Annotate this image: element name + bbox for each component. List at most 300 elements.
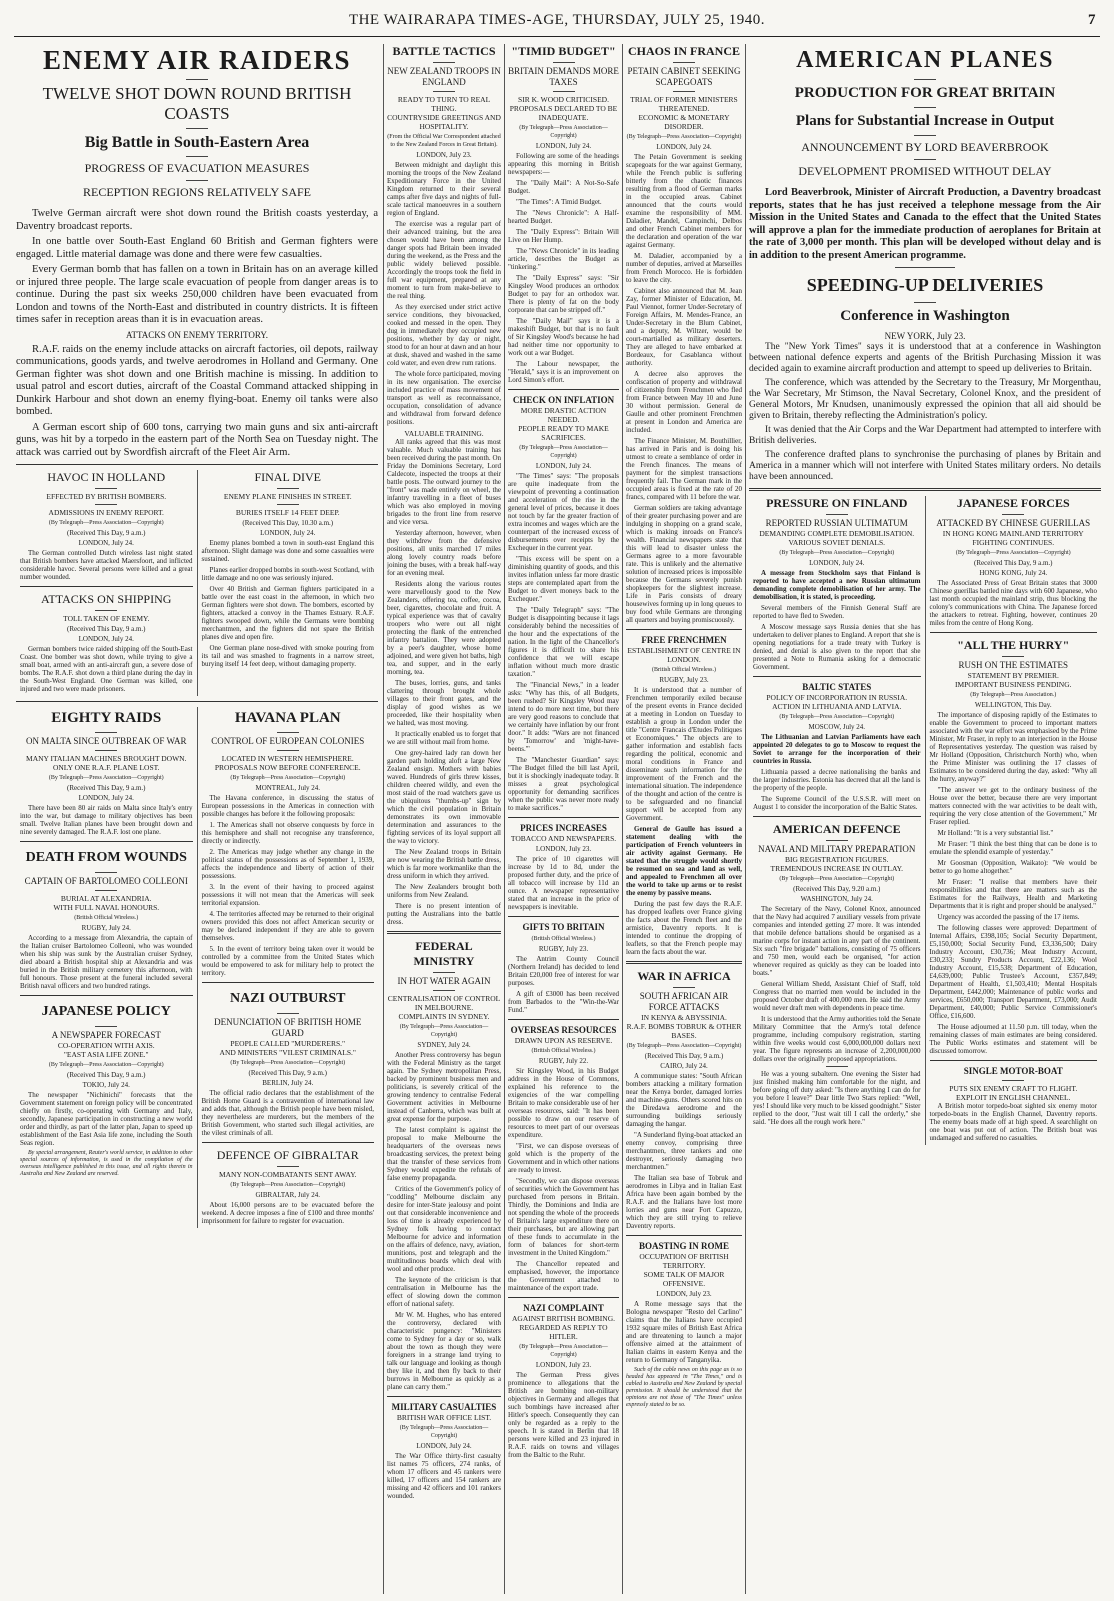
paragraph: The Italian sea base of Tobruk and aerodromes in Libya and in Italian East Africa have been again bombed by the R.A.F. and the Italians have lost more lorries and guns near Fort Capuzzo, which they are still trying to relieve Daventry reports. (626, 1174, 742, 1230)
subheading: WITH FULL NAVAL HONOURS. (53, 903, 160, 912)
paragraph: The price of 10 cigarettes will increase by 1d to 8d, under the proposed further duty, and the price of all tobacco will increase by 11d an ounce. A newspaper representative stated that an increase in the price of newspapers is inevitable. (508, 855, 619, 911)
paragraph: The latest complaint is against the proposal to make Melbourne the headquarters of the overseas news broadcasting services, the pretext being that the transfer of these services from Sydney would expedite the refutals of false enemy propaganda. (387, 1126, 501, 1182)
dateline: LONDON, July 24. (656, 143, 712, 151)
credit-line: (By Telegraph—Press Association—Copyright) (779, 876, 895, 882)
column-rule (745, 44, 746, 1594)
column-left (16, 707, 197, 1228)
headline-boasting-rome: BOASTING IN ROME (638, 1241, 729, 1251)
paragraph: During the past few days the R.A.F. has dropped leaflets over France giving the facts about the French fleet and the armistice, Daventry reports. It is intended to continue the dropping of leaflets, so that the French people may learn the facts about the war. (626, 900, 742, 956)
dateline: (Received This Day, 9 a.m.) (66, 529, 146, 537)
subheading: ON MALTA SINCE OUTBREAK OF WAR (25, 736, 187, 746)
subheading: READY TO TURN TO REAL THING. (397, 95, 491, 113)
paragraph: The conference, which was attended by the Secretary to the Treasury, Mr Morgenthau, the War Secretary, Mr Stimson, the Naval Secretary, Colonel Knox, and the president of General Motors, Mr Knudsen, unanimously expressed the opinion that all aid should be given to Britain, thereby reflecting the Administration's policy. (749, 378, 1101, 421)
subheading: EXPLOIT IN ENGLISH CHANNEL. (956, 1093, 1071, 1102)
paragraph: The Chancellor repeated and emphasised, however, the importance the Government attached to maintenance of the export trade. (508, 1260, 619, 1292)
divider (914, 135, 936, 136)
subheading: VARIOUS SOVIET DENIALS. (788, 538, 886, 547)
paragraph: Planes earlier dropped bombs in south-west Scotland, with little damage and no one was seriously injured. (201, 566, 374, 582)
divider (553, 91, 575, 92)
paragraph: "A Sunderland flying-boat attacked an enemy convoy, comprising three merchantmen, three tankers and one destroyer, seriously damaging two merchantmen." (626, 1131, 742, 1171)
subheading: COMPLAINTS IN SYDNEY. (398, 1012, 490, 1021)
divider (16, 464, 378, 465)
headline-american-defence: AMERICAN DEFENCE (772, 822, 901, 836)
headline-havana-plan: HAVANA PLAN (234, 710, 341, 726)
subheading: TRIAL OF FORMER MINISTERS THREATENED. (630, 95, 738, 113)
divider (626, 1235, 742, 1236)
subheading: TOLL TAKEN OF ENEMY. (63, 614, 150, 623)
divider (277, 1013, 299, 1014)
two-column-section (749, 496, 1101, 1145)
reuter-note: By special arrangement, Reuter's world service, in addition to other special sources of information, is used in the compilation of the overseas intelligence published in this issue, and all rights therein in Australia and New Zealand are reserved. (20, 1150, 193, 1177)
paragraph: The Havana conference, in discussing the status of European possessions in the Americas in connection with possible changes has before it the following proposals: (201, 794, 374, 818)
dateline: LONDON, July 24. (78, 635, 134, 643)
divider (186, 128, 208, 129)
divider (277, 1166, 299, 1167)
paragraph: It was denied that the Air Corps and the War Department had attempted to interfere with British deliveries. (749, 425, 1101, 446)
divider (753, 676, 921, 677)
paragraph: A Rome message says that the Bologna newspaper "Resto del Carlino" claims that the Italians have occupied 1932 square miles of British East Africa and are threatening to launch a major offensive aimed at the attainment of Italian claims in eastern Kenya and the return to Germany of Tanganyika. (626, 1300, 742, 1364)
subheading: SIR K. WOOD CRITICISED. (518, 95, 609, 104)
divider (914, 159, 936, 160)
two-column-section (16, 707, 378, 1228)
column-5 (626, 44, 742, 1592)
dateline: (Received This Day, 9 a.m.) (66, 625, 146, 633)
paragraph: All ranks agreed that this was most valuable. Much valuable training has been received during the past month. On Friday the Dominions Secretary, Lord Caldecote, inspected the troops at their battle posts. The outward journey to the "front" was made entirely on wheel, the infantry travelling in a fleet of buses which was also employed in moving brigades to the front line from reserve and vice versa. (387, 438, 501, 526)
credit-line: (By Telegraph—Press Association—Copyright) (48, 775, 164, 781)
column-rule (383, 44, 384, 1594)
divider (202, 982, 375, 983)
paragraph: 3. In the event of their having to proceed against possessions it will not mean that the Americas will seek territorial expansion. (201, 883, 374, 907)
subheading: ENEMY PLANE FINISHES IN STREET. (223, 492, 352, 501)
subheading: STATEMENT BY PREMIER. (967, 671, 1059, 680)
headline-eighty-raids: EIGHTY RAIDS (51, 710, 162, 726)
paragraph: In one battle over South-East England 60 British and German fighters were engaged. Little material damage was done and there were few casualties. (16, 236, 378, 260)
credit-line: (By Telegraph—Press Association—Copyright) (230, 1182, 346, 1188)
column-rule (622, 44, 623, 1594)
paragraph: The "News Chronicle": A Half-hearted Budget. (508, 209, 619, 225)
paragraph: The official radio declares that the establishment of the British Home Guard is a contravention of international law and adds that, although the British people have been misled, they nevertheless are murderers, but the members of the British Government, who started such illegal activities, are the vilest criminals of all. (201, 1089, 374, 1137)
divider (20, 586, 193, 587)
divider (277, 504, 299, 505)
headline-pressure-finland: PRESSURE ON FINLAND (766, 496, 908, 510)
subheading: REPORTED RUSSIAN ULTIMATUM (765, 518, 908, 528)
paragraph: The "Financial News," in a leader asks: "Why has this, of all Budgets, been rushed? Sir Kingsley Wood may intend to do more next time, but there are very good reasons to conclude that we certainly have inflation by our front door." It adds: "Wars are not financed by 'Tomorrow' and 'might-have-beens.'" (508, 681, 619, 753)
credit-line: (By Telegraph—Press Association—Copyright) (626, 134, 742, 140)
subheading: PEOPLE READY TO MAKE SACRIFICES. (518, 424, 609, 442)
subheading: BURIES ITSELF 14 FEET DEEP. (235, 508, 340, 517)
paragraph: The "Daily Mail": A Not-So-Safe Budget. (508, 179, 619, 195)
subheading: RUSH ON THE ESTIMATES (958, 660, 1069, 670)
enemy-air-raiders-article (16, 44, 378, 459)
subheading: PEOPLE CALLED "MURDERERS." (230, 1039, 346, 1048)
paragraph: Lord Beaverbrook, Minister of Aircraft Production, a Daventry broadcast reports, states that he has just received a telephone message from the Air Mission in the United States and Canada to the effect that the United States will approve a plan for the immediate production of aeroplanes for Britain at the rate of 3,000 per month. This plan will be developed without delay and is in addition to the present American programme. (749, 187, 1101, 261)
divider (749, 488, 1101, 491)
divider (95, 504, 117, 505)
divider (186, 79, 208, 80)
paragraph: It is understood that the Army authorities told the Senate Military Committee that the Army's total defence programme, including compulsory registration, starting within five weeks would cost 6,000,000,000 dollars next year. The figure represents an increase of 2,200,000,000 dollars over the originally proposed appropriations. (753, 1015, 921, 1063)
divider (914, 302, 936, 303)
paragraph: There is no present intention of putting the Australians into the battle dress. (387, 902, 501, 926)
paragraph: The German controlled Dutch wireless last night stated that British bombers have attacked Maersfoort, and inflicted considerable havoc. Several persons were killed and a great number wounded. (20, 549, 193, 581)
paragraph: Residents along the various routes were marvellously good to the New Zealanders, offering tea, coffee, cocoa, beer, cigarettes, chocolate and fruit. A typical experience was that of cavalry troopers who were out all night protecting the flank of the entrenched infantry battalion. They were adopted by a peer's daughter, whose home adjoined, and were given hot baths, high tea, and supper, and in the early morning, tea. (387, 580, 501, 676)
paragraph: The importance of disposing rapidly of the Estimates to enable the Government to proceed to important matters associated with the war effort was emphasised by the Prime Minister, Mr Fraser, in reply to an interjection in the House of Representatives yesterday. The question was raised by Mr Holland (Opposition, Christchurch North) who, when the Prime Minister was outlining the 17 classes of Estimates to be considered during the day, asked: "Why all the hurry, anyway?" (929, 711, 1097, 783)
paragraph: The Labour newspaper, the "Herald," says it is an improvement on Lord Simon's effort. (508, 360, 619, 384)
dateline: LONDON, July 24. (78, 794, 134, 802)
subheading: AND MINISTERS "VILEST CRIMINALS." (219, 1048, 356, 1057)
paragraph: Following are some of the headings appearing this morning in British newspapers:— (508, 152, 619, 176)
dateline: HONG KONG, July 24. (979, 569, 1048, 577)
divider (433, 62, 455, 63)
credit-line: (By Telegraph—Press Association—Copyright) (519, 125, 608, 139)
credit-line: (British Official Wireless.) (651, 667, 717, 673)
paragraph: Sir Kingsley Wood, in his Budget address in the House of Commons, explained his reference to the exigencies of the war compelling Britain to make considerable use of her overseas resources, said: "It has been possible to draw on our reserve of resources to meet part of our overseas expenditure. (508, 1067, 619, 1139)
paragraph: Yesterday afternoon, however, when they withdrew from the defensive positions, all units marched 17 miles along lovely country roads before joining the buses, with a break half-way for an evening meal. (387, 529, 501, 577)
paragraph: The German Press gives prominence to allegations that the British are bombing non-military objectives in Germany and alleges that such bombings have increased after Hitler's speech. Consequently they can only be regarded as a reply to the speech. It is stated in Berlin that 18 persons were killed and 23 injured in R.A.F. raids on towns and villages from the Baltic to the Ruhr. (508, 1371, 619, 1459)
paragraph: The Petain Government is seeking scapegoats for the war against Germany, while the French public is suffering bitterly from the chaotic finances resulting from a flood of German marks in the occupied areas. Cabinet announced that the courts would examine the responsibility of MM. Daladier, Mandel, Campinchi, Delbos and other French Cabinet members for the declaration and operation of the war against Germany. (626, 153, 742, 249)
divider (1002, 514, 1024, 515)
divider (826, 840, 848, 841)
subheading: IN KENYA & ABYSSINIA. (641, 1013, 727, 1022)
column-right (197, 707, 379, 1228)
divider (930, 1060, 1098, 1061)
paragraph: A decree also approves the confiscation of property and withdrawal of citizenship from Frenchmen who fled from France between May 10 and June 30 without permission. General de Gaulle and other prominent Frenchmen at present in London and America are included. (626, 370, 742, 434)
dateline: LONDON, July 23. (535, 1361, 592, 1369)
headline-final-dive: FINAL DIVE (254, 470, 322, 484)
divider (95, 488, 117, 489)
dateline: LONDON, July 24. (260, 529, 316, 537)
dateline: NEW YORK, July 23. (884, 331, 966, 341)
subheading: ONLY ONE R.A.F. PLANE LOST. (52, 763, 160, 772)
dateline: LONDON, July 24. (809, 559, 865, 567)
subheading: MANY NON-COMBATANTS SENT AWAY. (218, 1170, 357, 1179)
divider (930, 632, 1098, 633)
subheading: IN HONG KONG MAINLAND TERRITORY (942, 529, 1084, 538)
headline-gifts-britain: GIFTS TO BRITAIN (522, 922, 605, 932)
subheading: ECONOMIC & MONETARY DISORDER. (638, 113, 730, 131)
dateline: WELLINGTON, This Day. (974, 701, 1052, 709)
divider (16, 701, 378, 702)
paragraph: German bombers twice raided shipping off the South-East Coast. One bomber was shot down, while trying to give a small boat, armed with an anti-aircraft gun, a severe dose of bombs. The R.A.F. shot down a third plane during the day in the South-West England. One German was killed, one injured and two were made prisoners. (20, 645, 193, 693)
dateline: RUGBY, July 23. (538, 945, 589, 953)
divider (387, 931, 501, 934)
headline-production-britain: PRODUCTION FOR GREAT BRITAIN (794, 85, 1056, 101)
credit-line: (By Telegraph—Press Association—Copyright) (779, 714, 895, 720)
dateline: RUGBY, July 23. (659, 676, 709, 684)
headline-havoc-holland: HAVOC IN HOLLAND (47, 470, 166, 484)
paragraph: Mr Fraser: "I realise that members have their responsibilities and that there are matters such as the Estimates for the Railways, Health and Marketing Departments that it is right and proper should be analysed." (929, 878, 1097, 910)
headline-all-the-hurry: "ALL THE HURRY" (957, 638, 1070, 652)
divider (508, 1019, 619, 1020)
paragraph: Every German bomb that has fallen on a town in Britain has on an average killed or injured three people. The large scale evacuation of people from danger areas is to continue. During the past six weeks 250,000 children have been evacuated from London and towns of the North-East and distributed in country districts. It is fifteen times safer in reception areas than it is in evacuation areas. (16, 264, 378, 325)
subheading: AGAINST BRITISH BOMBING. (512, 1314, 615, 1323)
divider (895, 267, 955, 268)
subheading: EFFECTED BY BRITISH BOMBERS. (46, 492, 167, 501)
headline-single-motor-boat: SINGLE MOTOR-BOAT (963, 1066, 1063, 1076)
credit-line: (British Official Wireless.) (531, 1048, 596, 1054)
divider (20, 841, 193, 842)
paragraph: The War Office thirty-first casualty list names 75 officers, 274 ranks, of whom 17 officers and 45 rankers were killed, 17 officers and 154 rankers are missing and 42 officers and 101 rankers wounded. (387, 1452, 501, 1500)
paragraph: The following classes were approved: Department of Internal Affairs, £398,105; Social Security Department, £5,150,000; Social Security Fund, £3,336,500; Dairy Industry Account, £30,736; Meat Industry Account, £30,233; Sundry Products Account, £22,136; Wool Industry Account, £15,538; Department of Education, £4,639,000; Public Trustee's Account, £357,849; Department of Health, £1,503,410; Mental Hospitals Department, £442,000; Maintenance of public works and services, £650,000; Transport Department, £73,000; Audit Department, £40,000; Public Service Commissioner's Office, £16,600. (929, 924, 1097, 1020)
paragraph: It is understood that a number of Frenchmen temporarily exiled because of the present events in France decided at a meeting in London on Tuesday to establish a group in London under the title "Centre Francais d'Etudes Politiques et Economiques." The objects are to gather information and establish facts regarding the political, economic and moral conditions in France and disseminate such information for the improvement of the French and the international situation. The independence of the thought and action of the centre is to be safeguarded and no financial support will be accepted from any Government. (626, 686, 742, 822)
paragraph: The "Daily Mail" says it is a makeshift Budget, but that is no fault of Sir Kingsley Wood's because he had had neither time nor opportunity to work out a war Budget. (508, 317, 619, 357)
subheading: "EAST ASIA LIFE ZONE." (63, 1050, 149, 1059)
paragraph: The Finance Minister, M. Bouthillier, has arrived in Paris and is doing his utmost to create a semblance of order in the French finances. The means of payment for the simplest transactions frequently fail. The German mark in the occupied areas is fixed at the rate of 20 francs, compared with 11 before the war. (626, 437, 742, 501)
subheading: SOUTH AFRICAN AIR FORCE ATTACKS (639, 991, 729, 1012)
paragraph: A communique states: "South African bombers attacking a military formation near the Kenya border, damaged lorries and machine-guns. Others scored hits on the Diredawa aerodrome and the surrounding buildings seriously damaging the hangar. (626, 1072, 742, 1128)
dateline: (Received This Day, 9 a.m.) (248, 1069, 328, 1077)
subheading: CONTROL OF EUROPEAN COLONIES (211, 736, 365, 746)
headline-evacuation: PROGRESS OF EVACUATION MEASURES (84, 161, 310, 175)
subheading: POLICY OF INCORPORATION IN RUSSIA. (766, 693, 908, 702)
subheading: TREMENDOUS INCREASE IN OUTLAY. (770, 864, 903, 873)
divider (186, 156, 208, 157)
paragraph: Mr W. M. Hughes, who has entered the controversy, declared with characteristic pungency: "Ministers come to Sydney for a day or so, walk about the town as though they were foreigners in a strange land trying to talk our language and looking as though they like it, and then fly back to their burrows in Melbourne as quickly as a plane can carry them." (387, 1311, 501, 1391)
divider (508, 916, 619, 917)
paragraph: It practically enabled us to forget that we are still without mail from home. (387, 730, 501, 746)
paragraph: "Secondly, we can dispose overseas of securities which the Government has purchased from persons in Britain. Thirdly, the Dominions and India are not spending the whole of the proceeds of Britain's large expenditure there on their purchases, but are allowing part of these funds to accumulate in the form of balances for short-term investment in the United Kingdom." (508, 1177, 619, 1257)
paragraph: The exercise was a regular part of their advanced training, but the area chosen would have been among the danger spots had Britain been invaded during the weekend, as the Press and the public widely believed possible. Accordingly the troops took the field in full war equipment, prepared at any moment to turn from make-believe to the real thing. (387, 220, 501, 300)
divider (508, 817, 619, 818)
divider (433, 990, 455, 991)
subheading: MORE DRASTIC ACTION NEEDED. (520, 406, 607, 424)
headline-japanese-forces: JAPANESE FORCES (956, 496, 1070, 510)
divider (553, 62, 575, 63)
paragraph: Urgency was accorded the passing of the 17 items. (937, 913, 1080, 921)
divider (626, 629, 742, 630)
two-column-section (16, 470, 378, 696)
headline-development-promised: DEVELOPMENT PROMISED WITHOUT DELAY (798, 164, 1052, 178)
paragraph: According to a message from Alexandria, the captain of the Italian cruiser Bartolomeo Colleoni, who was wounded when his ship was sunk by the Australian cruiser Sydney, died aboard a British hospital ship at Alexandria and was buried in the British military cemetery this afternoon, with full honours. Those present at the funeral included several British naval officers and two hundred ratings. (20, 934, 193, 990)
divider (914, 79, 936, 80)
paragraph: Lithuania passed a decree nationalising the banks and the larger industries. Estonia has decreed that all the land is the property of the people. (753, 768, 921, 792)
headline-battle-tactics: BATTLE TACTICS (392, 44, 496, 58)
paragraph: A Moscow message says Russia denies that she has undertaken to deliver planes to England. A report that she is opening negotiations for a trade treaty with Turkey is denied, and denial is also given to the report that she presented a Note to Rumania asking for a democratic Government. (753, 623, 921, 671)
masthead-title: THE WAIRARAPA TIMES-AGE, THURSDAY, JULY 25, 1940. (348, 12, 766, 28)
subheading: COUNTRYSIDE GREETINGS AND HOSPITALITY. (387, 113, 501, 131)
dateline: RUGBY, July 24. (81, 924, 131, 932)
paragraph: The Antrim County Council (Northern Ireland) has decided to lend Britain £20,000 free of interest for war purposes. (508, 955, 619, 987)
credit-line: (By Telegraph—Press Association—Copyright) (399, 1425, 489, 1439)
paragraph: R.A.F. raids on the enemy include attacks on aircraft factories, oil depots, railway communications, goods yards, and twelve aerodromes in Holland and Germany. One German fighter was shot down and one British machine is missing. In addition to usual patrol and escort duties, aircraft of the Coastal Command attacked shipping in Dunkirk Harbour and shot down an enemy flying-boat. Enemy oil tanks were also bombed. (16, 343, 378, 417)
paragraph: The New Zealanders brought both uniforms from New Zealand. (387, 883, 501, 899)
headline-defence-gibraltar: DEFENCE OF GIBRALTAR (216, 1148, 359, 1162)
column-3 (387, 44, 501, 1592)
paragraph: The keynote of the criticism is that centralisation in Melbourne has the effect of slowing down the common effort of national safety. (387, 1276, 501, 1308)
subheading: DRAWN UPON AS RESERVE. (514, 1036, 613, 1045)
paragraph: General William Shedd, Assistant Chief of Staff, told Congress that no married men would be included in the proposed October draft of 400,000 men. He said the Army would never draft men with dependents in peace time. (753, 980, 921, 1012)
paragraph: Twelve German aircraft were shot down round the British coasts yesterday, a Daventry broadcast reports. (16, 208, 378, 232)
paragraph: German soldiers are taking advantage of their greater purchasing power and are indulging in shopping on a grand scale, which is making inroads on France's wealth. Financial newspapers state that this will lead to disaster unless the Germans agree to a more favourable rate. This is unlikely and the alternative solution of increased prices is impossible because the Germans severely punish shopkeepers for the slightest increase. Life in Paris consists of dreary housewives forming up in long queues to buy food while Germans are thronging all quarters and buying promiscuously. (626, 504, 742, 624)
subheading: ATTACKED BY CHINESE GUERILLAS (936, 518, 1091, 528)
headline-conference-washington: Conference in Washington (840, 308, 1010, 324)
column-4 (508, 44, 619, 1592)
paragraph: Mr Holland: "It is a very substantial list." (937, 829, 1054, 837)
dateline: CAIRO, July 24. (660, 1062, 708, 1070)
paragraph: The Lithuanian and Latvian Parliaments have each appointed 20 delegates to go to Moscow to request the Soviet to arrange for the incorporation of their countries in Russia. (753, 733, 921, 765)
divider (914, 107, 936, 108)
left-block (16, 44, 378, 1592)
paragraph: The buses, lorries, guns, and tanks clattering through brought whole villages to their front gates, and the display of good wishes as we proceeded, like their hospitality when we halted, was most moving. (387, 679, 501, 727)
headline-free-frenchmen: FREE FRENCHMEN (641, 635, 727, 645)
subheading: R.A.F. BOMBS TOBRUK & OTHER BASES. (626, 1022, 742, 1040)
paragraph: The conference drafted plans to synchronise the purchasing of planes by Britain and America in a manner which will not interfere with United States military orders. No details have been announced. (749, 450, 1101, 482)
paragraph: Enemy planes bombed a town in south-east England this afternoon. Slight damage was done and some casualties were sustained. (201, 539, 374, 563)
divider (95, 1026, 117, 1027)
column-right (925, 496, 1102, 1145)
headline-big-battle: Big Battle in South-Eastern Area (84, 134, 310, 151)
paragraph: Several members of the Finnish General Staff are reported to have fled to Sweden. (753, 604, 921, 620)
subheading: BRITISH WAR OFFICE LIST. (396, 1413, 492, 1422)
divider (95, 750, 117, 751)
subheading: PROPOSALS NOW BEFORE CONFERENCE. (214, 763, 361, 772)
headline-nazi-complaint: NAZI COMPLAINT (523, 1303, 604, 1313)
paragraph: The Secretary of the Navy, Colonel Knox, announced that the Navy had acquired 7 auxiliary vessels from private companies and intended getting 27 more. It was intended that mobile defence battalions should be organised as a marine corps for instant action in any part of the continent. Six such "fire brigade" battalions, consisting of 75 officers and 750 men, would each be organised, "for action whenever required as quickly as they can be loaded into boats." (753, 905, 921, 977)
dateline: LONDON, July 23. (416, 151, 472, 159)
divider (277, 732, 299, 733)
dateline: LONDON, July 24. (535, 462, 592, 470)
credit-line: (By Telegraph—Press Association—Copyright) (48, 520, 164, 526)
paragraph: The New Zealand troops in Britain are now wearing the British battle dress, which is far more workmanlike than the dress uniform in which they arrived. (387, 848, 501, 880)
paragraph: "The Times" says: "The proposals are quite inadequate from the viewpoint of preventing a continuation and acceleration of the rise in the general level of prices, because it does not touch by far the greater fraction of extra incomes and wages which are the counterpart of the increased excess of disbursements over receipts by the Exchequer in the current year. (508, 472, 619, 552)
subheading: REGARDED AS REPLY TO HITLER. (519, 1323, 608, 1341)
paragraph: General de Gaulle has issued a statement dealing with the participation of French volunteers in air activity against Germany. He stated that the struggle would shortly be resumed on sea and land as well, and appealed to Frenchmen all over the world to take up arms or to resist the enemy by passive means. (626, 825, 742, 897)
subheading: IMPORTANT BUSINESS PENDING. (954, 680, 1072, 689)
headline-twelve-shot-down: TWELVE SHOT DOWN ROUND BRITISH COASTS (42, 84, 352, 123)
subheading: ATTACKS ON ENEMY TERRITORY. (126, 329, 268, 340)
paragraph: The "News Chronicle" in its leading article, describes the Budget as "tinkering." (508, 247, 619, 271)
subheading: SOME TALK OF MAJOR OFFENSIVE. (643, 1270, 725, 1288)
dateline: (Received This Day, 10.30 a.m.) (242, 519, 334, 527)
subheading: IN HOT WATER AGAIN (397, 976, 491, 986)
paragraph: About 16,000 persons are to be evacuated before the weekend. A decree imposes a fine of £100 and three months' imprisonment for failure to register for evacuation. (201, 1201, 374, 1225)
credit-line: (By Telegraph—Press Association—Copyright) (519, 445, 608, 459)
subheading: PETAIN CABINET SEEKING SCAPEGOATS (627, 66, 741, 87)
headline-prices-increases: PRICES INCREASES (520, 823, 607, 833)
subheading: TOBACCO AND NEWSPAPERS. (510, 834, 617, 843)
divider (673, 91, 695, 92)
divider (95, 890, 117, 891)
dateline: (Received This Day, 9 a.m.) (66, 1071, 146, 1079)
subheading: NEW ZEALAND TROOPS IN ENGLAND (387, 66, 501, 87)
dateline: SYDNEY, July 24. (417, 1041, 471, 1049)
headline-timid-budget: "TIMID BUDGET" (511, 44, 616, 58)
headline-military-casualties: MILITARY CASUALTIES (391, 1402, 497, 1412)
dateline: LONDON, July 23. (535, 845, 592, 853)
paragraph: Between midnight and daylight this morning the troops of the New Zealand Expeditionary Force in the United Kingdom returned to their several camps after five days and nights of full-scale tactical manoeuvres in a southern region of England. (387, 161, 501, 217)
subheading: BURIAL AT ALEXANDRIA. (60, 894, 152, 903)
times-note: Such of the cable news on this page as is so headed has appeared in "The Times," and is cabled to Australia and New Zealand by special permission. It should be understood that the opinions are not those of "The Times" unless expressly stated to be so. (626, 1367, 742, 1408)
divider (202, 1142, 375, 1143)
headline-substantial-increase: Plans for Substantial Increase in Output (795, 113, 1055, 129)
dateline: (Received This Day, 9 a.m.) (973, 559, 1053, 567)
paragraph: A message from Stockholm says that Finland is reported to have accepted a new Russian ultimatum demanding complete demobilisation of her army. The demobilisation, it is stated, is proceeding. (753, 569, 921, 601)
paragraph: Another Press controversy has begun with the Federal Ministry as the target again. The Sydney metropolitan Press, backed by prominent business men and politicians, is severely critical of the growing tendency to centralise Federal Government activities in Melbourne instead of Canberra, which was built at great expense for the purpose. (387, 1051, 501, 1123)
divider (508, 1297, 619, 1298)
paragraph: A German escort ship of 600 tons, carrying two main guns and six anti-aircraft guns, was hit by a torpedo in the eastern part of the North Sea on Tuesday night. The attack was carried out by Swordfish aircraft of the Fleet Air Arm. (16, 421, 378, 458)
paragraph: There have been 80 air raids on Malta since Italy's entry into the war, but damage to military objectives has been small. Twelve Italian planes have been brought down and nine severely damaged. The R.A.F. lost one plane. (20, 804, 193, 836)
headline-attacks-shipping: ATTACKS ON SHIPPING (41, 592, 172, 606)
subheading: ESTABLISHMENT OF CENTRE IN LONDON. (627, 646, 741, 664)
headline-nazi-outburst: NAZI OUTBURST (229, 991, 346, 1006)
paragraph: The "Daily Express" says: "Sir Kingsley Wood produces an orthodox Budget to pay for an orthodox war. There is plenty of fat on the body corporate that can be stripped off." (508, 274, 619, 314)
headline-check-inflation: CHECK ON INFLATION (512, 395, 615, 405)
page-number: 7 (1088, 12, 1096, 28)
paragraph: M. Daladier, accompanied by a number of deputies, arrived at Marseilles from French Morocco. He is forbidden to leave the city. (626, 252, 742, 284)
divider (753, 816, 921, 817)
paragraph: "The answer we get to the ordinary business of the House over the better, because there are very important matters connected with the war activities to be dealt with, requiring the very close attention of the Government," Mr Fraser replied. (929, 786, 1097, 826)
article-body (16, 208, 378, 459)
subheading: PROPOSALS DECLARED TO BE INADEQUATE. (509, 104, 618, 122)
paragraph: A British motor torpedo-boat sighted six enemy motor torpedo-boats in the English Channel, Daventry reports. The enemy boats made off at high speed. A searchlight on one boat was put out of action. The British boat was undamaged and suffered no casualties. (929, 1102, 1097, 1142)
divider (95, 610, 117, 611)
divider (673, 62, 695, 63)
column-left (16, 470, 197, 696)
column-left (749, 496, 925, 1145)
divider (433, 91, 455, 92)
divider (95, 872, 117, 873)
paragraph: The "Manchester Guardian" says: "The Budget filled the bill last April, but it is shockingly inadequate today. It misses a great psychological opportunity for demanding sacrifices when the public was never more ready to make sacrifices." (508, 756, 619, 812)
headline-chaos-france: CHAOS IN FRANCE (627, 44, 740, 58)
paragraph: One grey-haired lady ran down her garden path holding aloft a large New Zealand ensign. Mothers with babies waved. Hundreds of girls threw kisses, children cheered wildly, and even the most staid of the road watchers gave us the ubiquitous "thumbs-up" sign by which the civil population in Britain demonstrates its own immovable determination and assurances to the fighting services of its loyal support all the way to victory. (387, 749, 501, 845)
divider (508, 389, 619, 390)
subheading: CAPTAIN OF BARTOLOMEO COLLEONI (24, 876, 188, 886)
credit-line: (By Telegraph—Press Association—Copyright) (48, 1062, 164, 1068)
divider (673, 987, 695, 988)
paragraph: The Supreme Council of the U.S.S.R. will meet on August 1 to consider the incorporation of the Baltic States. (753, 795, 921, 811)
paragraph: "The Times": A Timid Budget. (516, 198, 602, 206)
paragraph: The whole force participated, moving in its new organisation. The exercise included practice of mass movement of transport as well as reconnaissance, occupation, consolidation of advance and withdrawal from forward defence positions. (387, 370, 501, 426)
subheading: A NEWSPAPER FORECAST (51, 1030, 161, 1040)
dateline: GIBRALTAR, July 24. (255, 1191, 321, 1199)
credit-line: (By Telegraph—Press Association—Copyright) (230, 1060, 346, 1066)
credit-line: (From the Official War Correspondent attached to the New Zealand Forces in Great Britain). (387, 134, 501, 148)
dateline: (Received This Day, 9 a.m.) (644, 1052, 724, 1060)
credit-line: (By Telegraph—Press Association—Copyright) (230, 775, 346, 781)
paragraph: One German plane nose-dived with smoke pouring from its tail and was smashed to fragments in a narrow street, burying itself 14 feet deep, without damaging property. (201, 644, 374, 668)
credit-line: (By Telegraph—Press Association—Copyright) (955, 550, 1071, 556)
subheading: LOCATED IN WESTERN HEMISPHERE. (221, 754, 354, 763)
subheading: DENUNCIATION OF BRITISH HOME GUARD (214, 1017, 362, 1038)
headline-federal-ministry: FEDERAL MINISTRY (413, 939, 475, 968)
headline-reception-regions: RECEPTION REGIONS RELATIVELY SAFE (82, 185, 312, 199)
headline-announcement: ANNOUNCEMENT BY LORD BEAVERBROOK (801, 140, 1049, 154)
subheading: OCCUPATION OF BRITISH TERRITORY. (639, 1252, 729, 1270)
headline-baltic-states: BALTIC STATES (802, 682, 872, 692)
divider (387, 1396, 501, 1397)
credit-line: (By Telegraph—Press Association—Copyright) (399, 1024, 489, 1038)
credit-line: (By Telegraph—Press Association—Copyright) (519, 1344, 608, 1358)
paragraph: 4. The territories affected may be returned to their original owners provided this does not affect American security or may be declared independent if they are able to govern themselves. (201, 910, 374, 942)
credit-line: (British Official Wireless.) (531, 936, 596, 942)
paragraph: Over 40 British and German fighters participated in a battle over the east coast in the afternoon, in which two German fighters were shot down. The bombers, escorted by fighters, attacked a convoy in the Thames Estuary. R.A.F. fighters swooped down, while the Germans were bombing merchantmen, and the fighters did not spare the British planes dive and open fire. (201, 585, 374, 641)
article-body (749, 332, 1101, 483)
dateline: (Received This Day, 9.20 a.m.) (793, 885, 881, 893)
paragraph: As they exercised under strict active service conditions, they bivouacked, cooked and messed in the open. They dug in immediately they occupied new positions, whether by day or night, stood to for an hour at dawn and an hour at dusk, shaved and washed in the same cold water, and even drew rum rations. (387, 303, 501, 367)
dateline: LONDON, July 24. (78, 539, 134, 547)
paragraph: A gift of £3000 has been received from Barbados to the "Win-the-War Fund." (508, 990, 619, 1014)
subheading: BIG REGISTRATION FIGURES. (784, 855, 889, 864)
paragraph: The "Daily Telegraph" says: "The Budget is disappointing because it lags considerably behind the necessities of the hour and the expectations of the nation. In the light of the Chancellor's figures it is difficult to share his confidence that we will escape inflation without much more drastic taxation." (508, 606, 619, 678)
divider (277, 488, 299, 489)
subheading: CO-OPERATION WITH AXIS. (57, 1041, 155, 1050)
credit-line: (By Telegraph—Press Association.) (970, 692, 1057, 698)
divider (20, 995, 193, 996)
dateline: LONDON, July 23. (656, 1290, 712, 1298)
dateline: (Received This Day, 9 a.m.) (66, 784, 146, 792)
subheading: BRITAIN DEMANDS MORE TAXES (508, 66, 619, 87)
dateline: LONDON, July 24. (535, 142, 592, 150)
subheading: VALUABLE TRAINING. (404, 429, 484, 438)
